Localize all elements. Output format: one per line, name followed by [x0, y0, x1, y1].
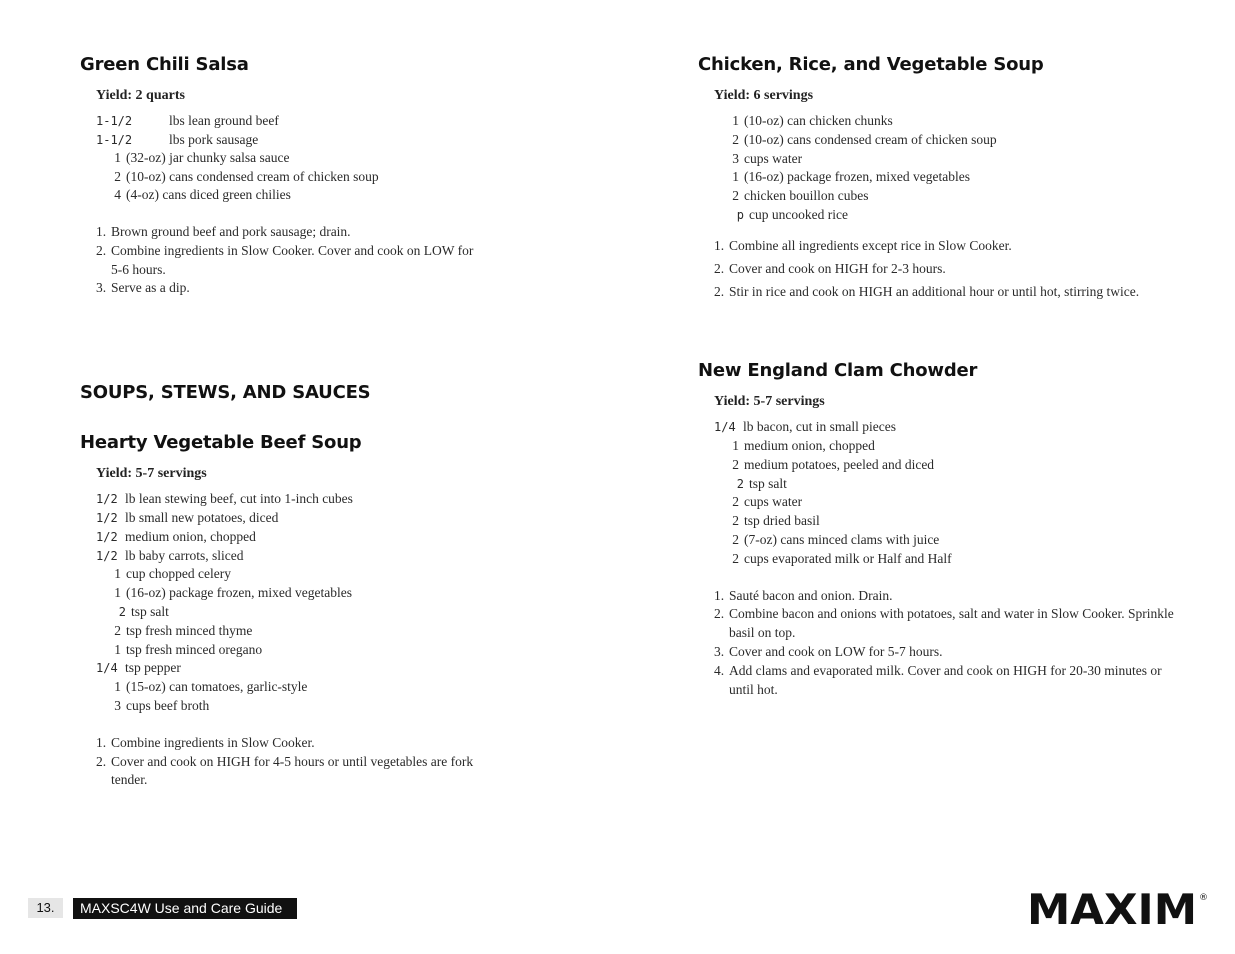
ingredient-qty: 1 — [114, 150, 121, 166]
ingredient-qty: 3 — [732, 150, 739, 166]
section-heading: SOUPS, STEWS, AND SAUCES — [80, 382, 371, 404]
step-text: Combine ingredients in Slow Cooker. — [111, 734, 315, 750]
ingredient-text: (10-oz) can chicken chunks — [744, 113, 893, 128]
ingredient-text: (16-oz) package frozen, mixed vegetables — [744, 169, 971, 185]
ingredient-qty: 1/2 — [96, 529, 118, 544]
registered-mark: ® — [1199, 893, 1208, 903]
step-list — [96, 223, 476, 298]
ingredient-qty: 2 — [118, 604, 126, 619]
ingredient-item — [714, 437, 1198, 456]
step-item — [96, 734, 476, 753]
ingredient-item — [714, 475, 1198, 494]
ingredient-list — [96, 112, 500, 205]
ingredient-item — [96, 678, 500, 697]
step-number: 1. — [714, 237, 725, 253]
ingredient-qty: 2 — [732, 456, 739, 472]
step-number: 2. — [714, 606, 725, 622]
ingredient-list — [96, 490, 500, 716]
recipe-green-chili-salsa — [80, 52, 500, 298]
right-column — [698, 52, 1198, 699]
step-text: Add clams and evaporated milk. Cover and cook on HIGH for 20-30 minutes or until hot. — [729, 662, 1162, 697]
ingredient-text: cup uncooked rice — [749, 206, 848, 222]
ingredient-qty: 1 — [732, 437, 739, 453]
step-number: 1. — [714, 587, 725, 603]
ingredient-qty: 1 — [732, 113, 739, 128]
ingredient-qty: 2 — [732, 494, 739, 510]
ingredient-text: (7-oz) cans minced clams with juice — [744, 531, 940, 547]
ingredient-item — [96, 168, 500, 187]
ingredient-qty: 1 — [114, 679, 121, 695]
ingredient-text: cups water — [744, 150, 803, 166]
ingredient-item — [96, 603, 500, 622]
ingredient-item — [714, 168, 1198, 187]
page-number: 13. — [28, 898, 63, 918]
step-text: Combine ingredients in Slow Cooker. Cover and cook on LOW for 5-6 hours. — [111, 242, 474, 277]
step-text: Cover and cook on HIGH for 2-3 hours. — [729, 261, 946, 277]
left-column — [80, 52, 500, 790]
step-text: Stir in rice and cook on HIGH an additional hour or until hot, stirring twice. — [729, 284, 1140, 300]
maxim-logo-mark — [1027, 888, 1209, 928]
step-item — [714, 662, 1184, 700]
ingredient-text: tsp salt — [749, 475, 787, 491]
ingredient-item — [96, 112, 500, 131]
ingredient-list — [714, 112, 1198, 225]
ingredient-qty: 1/2 — [96, 548, 118, 563]
recipe-yield: Yield: 5-7 servings — [96, 466, 207, 482]
step-number: 4. — [714, 662, 725, 678]
ingredient-text: cup chopped celery — [126, 566, 231, 582]
ingredient-item — [96, 186, 500, 205]
recipe-hearty-vegetable-beef-soup — [80, 430, 500, 790]
step-number: 2. — [96, 242, 107, 258]
step-text: Sauté bacon and onion. Drain. — [729, 587, 893, 603]
ingredient-qty: 2 — [736, 476, 744, 491]
ingredient-list — [714, 418, 1198, 568]
ingredient-text: (15-oz) can tomatoes, garlic-style — [126, 679, 308, 695]
ingredient-text: tsp fresh minced thyme — [126, 622, 253, 638]
ingredient-item — [714, 456, 1198, 475]
ingredient-text: (16-oz) package frozen, mixed vegetables — [126, 585, 353, 601]
step-item — [714, 643, 1184, 662]
ingredient-item — [96, 659, 500, 678]
ingredient-text: lbs lean ground beef — [169, 113, 279, 128]
step-list — [714, 587, 1184, 700]
ingredient-item — [96, 490, 500, 509]
ingredient-qty: 1-1/2 — [96, 114, 133, 128]
ingredient-text: lb bacon, cut in small pieces — [743, 419, 896, 435]
step-item — [714, 605, 1184, 643]
step-number: 1. — [96, 734, 107, 750]
ingredient-item — [714, 112, 1198, 131]
ingredient-qty: 1/2 — [96, 510, 118, 525]
recipe-title: Chicken, Rice, and Vegetable Soup — [698, 54, 1044, 75]
ingredient-qty: 1-1/2 — [96, 132, 133, 147]
ingredient-qty: 2 — [732, 131, 739, 147]
recipe-yield: Yield: 5-7 servings — [714, 394, 825, 410]
ingredient-item — [714, 150, 1198, 169]
ingredient-item — [714, 187, 1198, 206]
recipe-new-england-clam-chowder — [698, 358, 1198, 699]
step-item — [96, 242, 476, 280]
recipe-title: Hearty Vegetable Beef Soup — [80, 432, 362, 454]
ingredient-item — [96, 565, 500, 584]
ingredient-item — [714, 550, 1198, 569]
step-number: 1. — [96, 223, 107, 239]
step-item — [96, 753, 476, 791]
step-text: Serve as a dip. — [111, 280, 190, 296]
ingredient-qty: 1 — [114, 641, 121, 657]
maxim-logo — [1027, 888, 1209, 933]
step-item — [714, 587, 1184, 606]
recipe-chicken-rice-vegetable-soup — [698, 52, 1198, 302]
ingredient-text: medium onion, chopped — [125, 528, 256, 544]
step-text: Combine bacon and onions with potatoes, salt and water in Slow Cooker. Sprinkle basil on top. — [729, 606, 1174, 641]
ingredient-text: lb lean stewing beef, cut into 1-inch cubes — [125, 491, 353, 507]
step-item — [714, 237, 1184, 256]
ingredient-text: cups beef broth — [126, 697, 210, 713]
ingredient-item — [714, 206, 1198, 225]
step-item — [96, 223, 476, 242]
step-list — [96, 734, 476, 790]
logo-wordmark: MAXIM — [1027, 888, 1197, 928]
ingredient-item — [714, 512, 1198, 531]
ingredient-qty: 4 — [114, 187, 121, 203]
ingredient-item — [96, 622, 500, 641]
ingredient-qty: 1 — [114, 566, 121, 582]
ingredient-qty: p — [736, 207, 744, 222]
step-item — [714, 260, 1184, 279]
step-text: Cover and cook on HIGH for 4-5 hours or until vegetables are fork tender. — [111, 753, 474, 788]
recipe-yield: Yield: 6 servings — [714, 88, 814, 103]
ingredient-qty: 1/2 — [96, 492, 118, 507]
ingredient-item — [714, 531, 1198, 550]
recipe-title: Green Chili Salsa — [80, 54, 249, 75]
ingredient-text: chicken bouillon cubes — [744, 188, 869, 204]
ingredient-text: tsp pepper — [125, 660, 181, 676]
step-number: 2. — [714, 261, 725, 277]
ingredient-qty: 1 — [732, 169, 739, 185]
ingredient-text: lbs pork sausage — [169, 131, 259, 147]
step-item — [714, 283, 1184, 302]
recipe-title: New England Clam Chowder — [698, 360, 978, 382]
ingredient-item — [96, 509, 500, 528]
step-text: Combine all ingredients except rice in Slow Cooker. — [729, 237, 1012, 253]
step-number: 2. — [96, 753, 107, 769]
recipe-yield: Yield: 2 quarts — [96, 88, 185, 103]
ingredient-item — [96, 584, 500, 603]
ingredient-item — [714, 131, 1198, 150]
ingredient-qty: 3 — [114, 697, 121, 713]
ingredient-text: cups evaporated milk or Half and Half — [744, 550, 952, 566]
ingredient-qty: 2 — [732, 531, 739, 547]
ingredient-qty: 1/4 — [714, 420, 736, 435]
ingredient-text: cups water — [744, 494, 803, 510]
ingredient-item — [96, 131, 500, 150]
ingredient-qty: 2 — [732, 550, 739, 566]
ingredient-qty: 1 — [114, 585, 121, 601]
guide-title: MAXSC4W Use and Care Guide — [73, 898, 297, 919]
ingredient-text: (10-oz) cans condensed cream of chicken soup — [126, 168, 379, 184]
ingredient-text: medium potatoes, peeled and diced — [744, 456, 935, 472]
ingredient-text: tsp fresh minced oregano — [126, 641, 263, 657]
ingredient-text: (4-oz) cans diced green chilies — [126, 187, 291, 203]
step-number: 3. — [96, 280, 107, 296]
ingredient-qty: 2 — [114, 622, 121, 638]
ingredient-text: lb baby carrots, sliced — [125, 547, 244, 563]
ingredient-item — [714, 493, 1198, 512]
ingredient-qty: 1/4 — [96, 661, 118, 676]
ingredient-item — [96, 697, 500, 716]
ingredient-item — [714, 418, 1198, 437]
step-number: 2. — [714, 284, 725, 300]
ingredient-text: (32-oz) jar chunky salsa sauce — [126, 150, 290, 166]
ingredient-text: tsp dried basil — [744, 513, 820, 529]
step-number: 3. — [714, 643, 725, 659]
ingredient-text: (10-oz) cans condensed cream of chicken soup — [744, 131, 997, 147]
ingredient-text: tsp salt — [131, 603, 169, 619]
ingredient-item — [96, 547, 500, 566]
ingredient-qty: 2 — [732, 188, 739, 204]
ingredient-item — [96, 528, 500, 547]
step-text: Cover and cook on LOW for 5-7 hours. — [729, 643, 943, 659]
step-list — [714, 237, 1184, 302]
ingredient-item — [96, 641, 500, 660]
ingredient-qty: 2 — [114, 168, 121, 184]
ingredient-qty: 2 — [732, 513, 739, 529]
ingredient-item — [96, 149, 500, 168]
step-text: Brown ground beef and pork sausage; drain. — [111, 223, 351, 239]
ingredient-text: medium onion, chopped — [744, 437, 875, 453]
step-item — [96, 279, 476, 298]
ingredient-text: lb small new potatoes, diced — [125, 509, 279, 525]
